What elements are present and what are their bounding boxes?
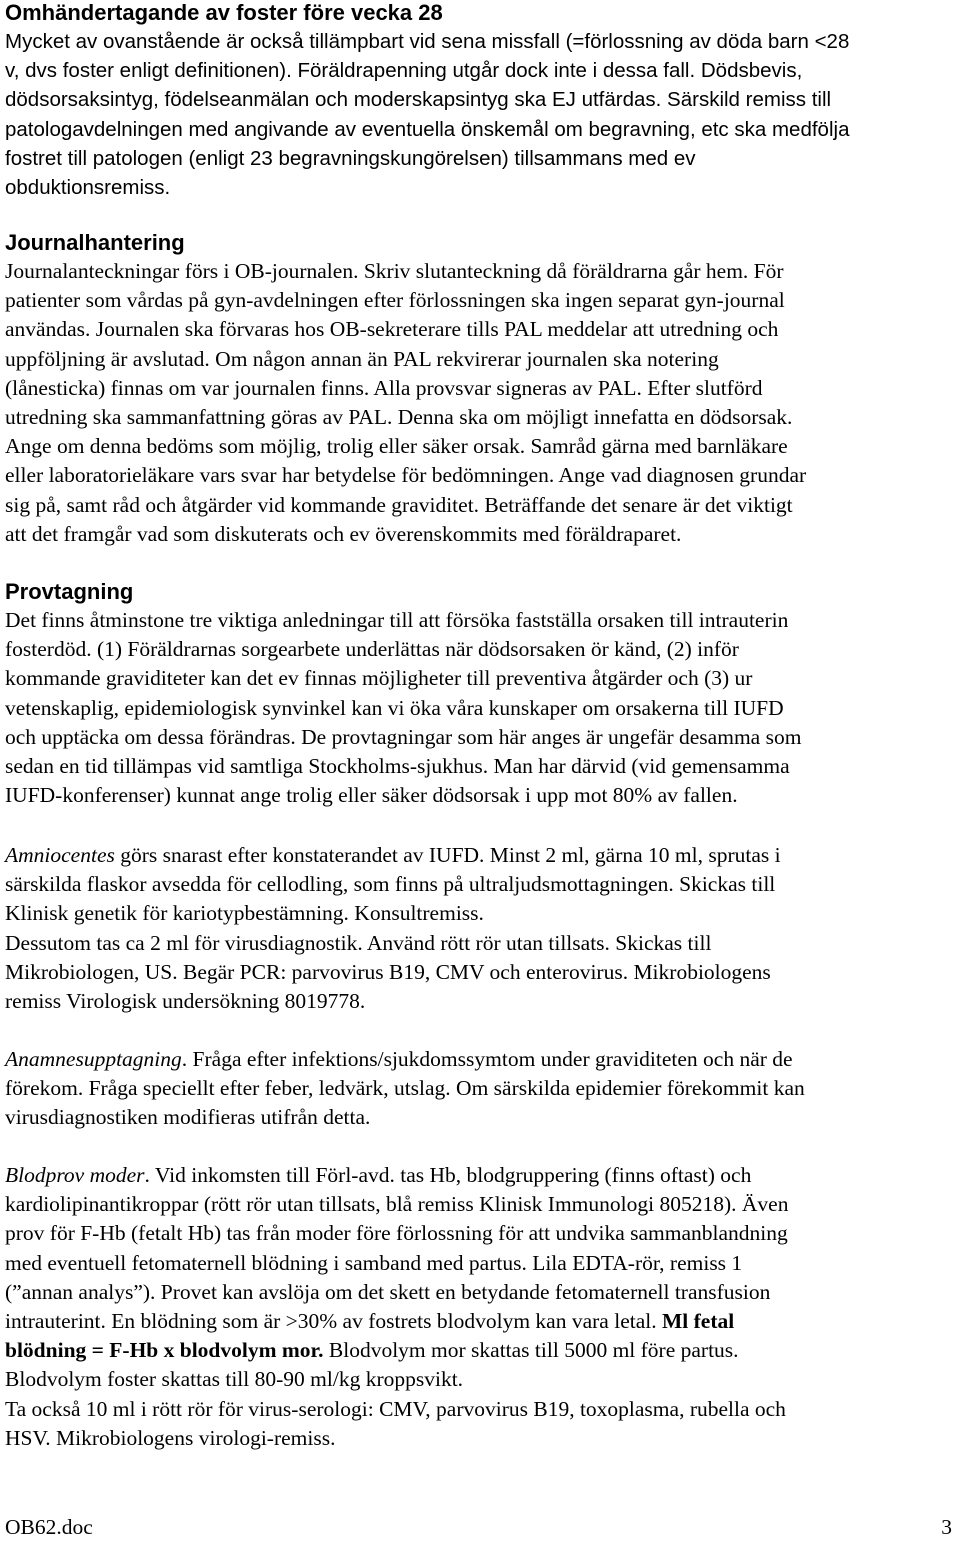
page-footer (5, 1515, 955, 1539)
text-line: remiss Virologisk undersökning 8019778. (5, 989, 366, 1014)
text-line: utredning ska sammanfattning göras av PAL. Denna ska om möjligt innefatta en dödsorsak. (5, 405, 793, 430)
text-line: Mycket av ovanstående är också tillämpbart vid sena missfall (=förlossning av döda barn <28 (5, 30, 850, 53)
text-line: och upptäcka om dessa förändras. De provtagningar som här anges är ungefär desamma som (5, 724, 802, 749)
bold-formula-part: blödning = F-Hb x blodvolym mor. (5, 1338, 324, 1363)
text-fragment: . Fråga efter infektions/sjukdomssymtom under graviditeten och när de (181, 1047, 793, 1071)
text-line: förekom. Fråga speciellt efter feber, ledvärk, utslag. Om särskilda epidemier förekommit kan (5, 1076, 805, 1101)
text-line: att det framgår vad som diskuterats och ev överenskommits med föräldraparet. (5, 521, 682, 546)
term-amniocentes: Amniocentes (5, 843, 115, 867)
text-fragment: Blodvolym mor skattas till 5000 ml före partus. (323, 1338, 739, 1363)
text-line: patologavdelningen med angivande av eventuella önskemål om begravning, etc ska medfölja (5, 117, 850, 141)
text-line: sedan en tid tillämpas vid samtliga Stockholms-sjukhus. Man har därvid (vid gemensamma (5, 754, 790, 779)
paragraph-blodprov-moder (5, 1161, 788, 1453)
text-line: sig på, samt råd och åtgärder vid kommande graviditet. Beträffande det senare är det viktigt (5, 492, 793, 517)
text-line: (”annan analys”). Provet kan avslöja om det skett en betydande fetomaternell transfusion (5, 1279, 771, 1304)
text-line: kommande graviditeter kan det ev finnas möjligheter till preventiva åtgärder och (3) ur (5, 666, 753, 691)
text-line: prov för F-Hb (fetalt Hb) tas från moder före förlossning för att undvika sammanblandning (5, 1221, 788, 1246)
heading-omhandertagande: Omhändertagande av foster före vecka 28 (5, 0, 443, 25)
text-line (5, 1307, 788, 1336)
text-fragment: . Vid inkomsten till Förl-avd. tas Hb, blodgruppering (finns oftast) och (144, 1163, 752, 1187)
heading-provtagning: Provtagning (5, 579, 134, 604)
term-anamnesupptagning: Anamnesupptagning (5, 1047, 182, 1071)
text-line: användas. Journalen ska förvaras hos OB-sekreterare tills PAL meddelar att utredning och (5, 317, 779, 342)
text-line: Dessutom tas ca 2 ml för virusdiagnostik. Använd rött rör utan tillsats. Skickas till (5, 930, 712, 955)
text-line: v, dvs foster enligt definitionen). Föräldrapenning utgår dock inte i dessa fall. Dödsbevis, (5, 59, 803, 83)
text-fragment: görs snarast efter konstaterandet av IUFD. Minst 2 ml, gärna 10 ml, sprutas i (114, 843, 781, 867)
text-line: Journalanteckningar förs i OB-journalen. Skriv slutanteckning då föräldrarna går hem. För (5, 259, 784, 283)
text-line: obduktionsremiss. (5, 176, 171, 200)
text-line: IUFD-konferenser) kunnat ange trolig eller säker dödsorsak i upp mot 80% av fallen. (5, 783, 738, 808)
text-line: vetenskaplig, epidemiologisk synvinkel kan vi öka våra kunskaper om orsakerna till IUFD (5, 695, 784, 720)
text-line: Klinisk genetik för kariotypbestämning. Konsultremiss. (5, 901, 484, 926)
text-line: virusdiagnostiken modifieras utifrån detta. (5, 1105, 371, 1130)
text-line: Det finns åtminstone tre viktiga anledningar till att försöka fastställa orsaken till intrauterin (5, 608, 789, 632)
footer-page-number: 3 (941, 1515, 952, 1539)
text-line: patienter som vårdas på gyn-avdelningen efter förlossningen ska ingen separat gyn-journal (5, 288, 785, 313)
paragraph-anamnesupptagning (5, 1045, 805, 1133)
text-line: Ange om denna bedöms som möjlig, trolig eller säker orsak. Samråd gärna med barnläkare (5, 434, 788, 459)
text-line: fosterdöd. (1) Föräldrarnas sorgearbete underlättas när dödsorsaken ör känd, (2) inför (5, 637, 739, 662)
bold-formula-part: Ml fetal (661, 1309, 735, 1334)
text-line: Blodvolym foster skattas till 80-90 ml/kg kroppsvikt. (5, 1367, 464, 1392)
footer-filename: OB62.doc (5, 1515, 93, 1539)
paragraph-omhandertagande (5, 27, 849, 202)
text-line (5, 1045, 805, 1074)
text-line: uppföljning är avslutad. Om någon annan än PAL rekvirerar journalen ska notering (5, 346, 719, 371)
text-line: Ta också 10 ml i rött rör för virus-serologi: CMV, parvovirus B19, toxoplasma, rubella och (5, 1396, 786, 1421)
paragraph-journalhantering (5, 257, 806, 549)
text-line: (lånesticka) finnas om var journalen finns. Alla provsvar signeras av PAL. Efter slutförd (5, 375, 763, 400)
text-line (5, 1161, 788, 1190)
text-line: fostret till patologen (enligt 23 begravningskungörelsen) tillsammans med ev (5, 146, 696, 170)
text-line: Mikrobiologen, US. Begär PCR: parvovirus B19, CMV och enterovirus. Mikrobiologens (5, 959, 771, 984)
text-line: kardiolipinantikroppar (rött rör utan tillsats, blå remiss Klinisk Immunologi 805218). Även (5, 1192, 789, 1217)
text-line (5, 1336, 788, 1365)
paragraph-provtagning (5, 606, 801, 810)
paragraph-amniocentes (5, 841, 781, 1016)
text-line: särskilda flaskor avsedda för cellodling, som finns på ultraljudsmottagningen. Skickas till (5, 872, 776, 897)
term-blodprov-moder: Blodprov moder (5, 1163, 145, 1187)
text-line: dödsorsaksintyg, födelseanmälan och moderskapsintyg ska EJ utfärdas. Särskild remiss till (5, 88, 832, 112)
text-line: HSV. Mikrobiologens virologi-remiss. (5, 1425, 336, 1450)
text-line: eller laboratorieläkare vars svar har betydelse för bedömningen. Ange vad diagnosen grundar (5, 463, 807, 488)
text-line: med eventuell fetomaternell blödning i samband med partus. Lila EDTA-rör, remiss 1 (5, 1250, 743, 1275)
text-fragment: intrauterint. En blödning som är >30% av fostrets blodvolym kan vara letal. (5, 1309, 662, 1334)
text-line (5, 841, 781, 870)
heading-journalhantering: Journalhantering (5, 230, 185, 255)
